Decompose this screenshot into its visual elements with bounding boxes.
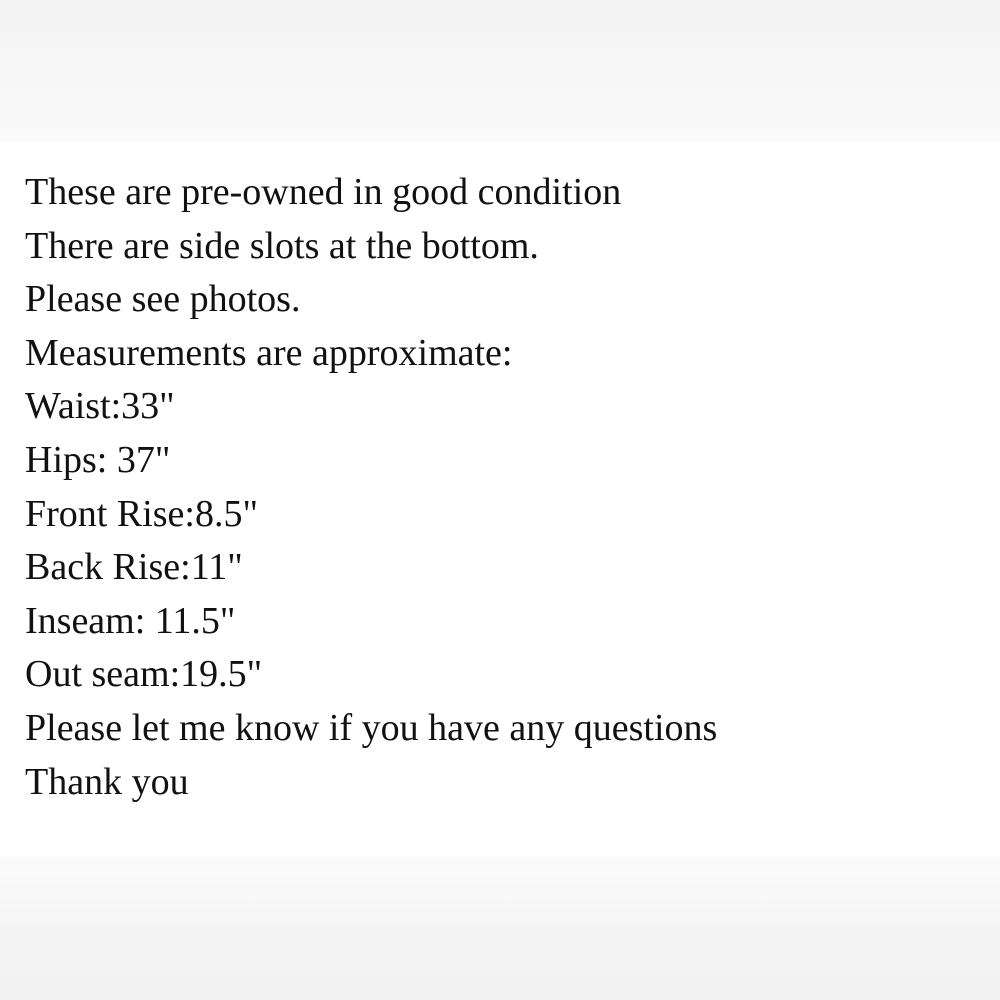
thank-you-line: Thank you <box>25 760 189 803</box>
questions-line: Please let me know if you have any questions <box>25 706 718 749</box>
description-lines <box>25 166 717 809</box>
blurred-background-top <box>0 0 1000 142</box>
see-photos-line: Please see photos. <box>25 278 301 321</box>
hips-measurement: Hips: 37" <box>25 438 171 481</box>
waist-measurement: Waist:33" <box>25 385 175 428</box>
back-rise-measurement: Back Rise:11" <box>25 546 243 589</box>
side-slots-line: There are side slots at the bottom. <box>25 224 539 267</box>
inseam-measurement: Inseam: 11.5" <box>25 599 236 642</box>
front-rise-measurement: Front Rise:8.5" <box>25 492 258 535</box>
condition-line: These are pre-owned in good condition <box>25 171 622 213</box>
out-seam-measurement: Out seam:19.5" <box>25 653 263 696</box>
description-card <box>0 142 1000 856</box>
measurements-heading: Measurements are approximate: <box>25 331 513 374</box>
blurred-background-bottom <box>0 856 1000 1000</box>
